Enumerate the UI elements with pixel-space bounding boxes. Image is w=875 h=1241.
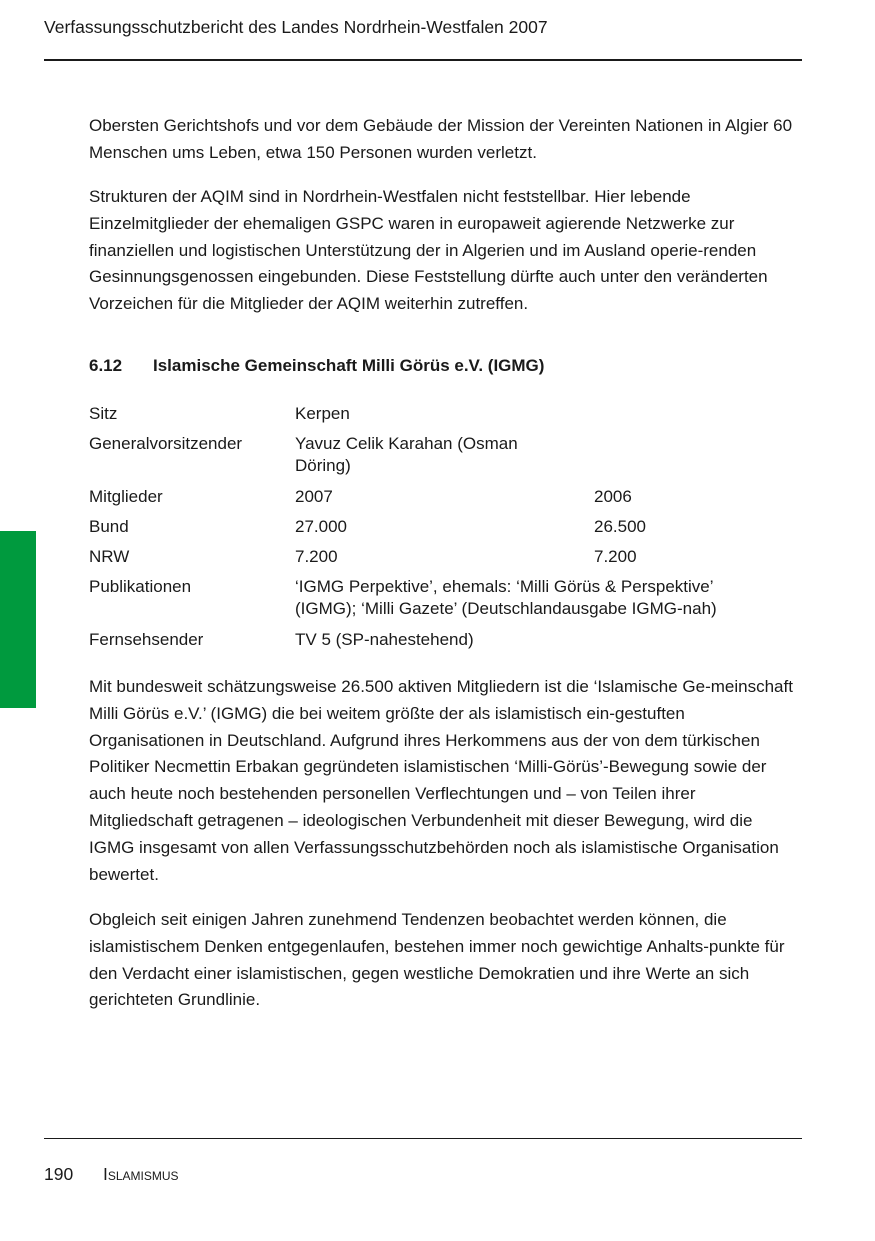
fact-value-2007: 7.200 [295,547,338,566]
header-divider [44,59,802,61]
fact-label: Fernsehsender [89,630,204,649]
section-title: Islamische Gemeinschaft Milli Görüs e.V. (IGMG) [153,356,545,375]
fact-label: Generalvorsitzender [89,434,243,453]
fact-value-2006: 7.200 [594,547,637,566]
page-number: 190 [44,1164,74,1184]
fact-value: Yavuz Celik Karahan (Osman Döring) [295,434,518,475]
paragraph-intro: Obersten Gerichtshofs und vor dem Gebäude der Mission der Vereinten Nationen in Algier 60 Menschen ums Leben, etwa 150 Personen wurden verletzt. [89,116,793,162]
section-number: 6.12 [89,356,123,375]
fact-value: Kerpen [295,404,350,423]
fact-value: TV 5 (SP-nahestehend) [295,630,474,649]
fact-year-2006: 2006 [594,487,632,506]
fact-value: ‘IGMG Perpektive’, ehemals: ‘Milli Görüs & Perspektive’ (IGMG); ‘Milli Gazete’ (Deutschlandausgabe IGMG-nah) [295,577,717,618]
fact-value-2007: 27.000 [295,517,347,536]
fact-label: NRW [89,547,130,566]
fact-row-bund [89,516,801,546]
paragraph-igmg-assessment: Obgleich seit einigen Jahren zunehmend Tendenzen beobachtet werden können, die islamistischem Denken entgegenlaufen, bestehen immer noch gewichtige Anhalts-punkte für den Verdacht einer islamistischen, gegen westliche Demokratien und ihre Werte an sich gerichteten Grundlinie. [89,910,785,1010]
fact-row-nrw [89,546,801,576]
footer-divider [44,1138,802,1139]
paragraph-aqim-structures: Strukturen der AQIM sind in Nordrhein-Westfalen nicht feststellbar. Hier lebende Einzelmitglieder der ehemaligen GSPC waren in europaweit agierende Netzwerke zur finanziellen und logistischen Unterstützung der in Algerien und im Ausland operie-renden Gesinnungsgenossen eingebunden. Diese Feststellung dürfte auch unter den veränderten Vorzeichen für die Mitglieder der AQIM weiterhin zutreffen. [89,187,768,314]
section-heading [89,356,544,376]
fact-year-2007: 2007 [295,487,333,506]
fact-label: Mitglieder [89,487,163,506]
paragraph-igmg-overview: Mit bundesweit schätzungsweise 26.500 aktiven Mitgliedern ist die ‘Islamische Ge-meinschaft Milli Görüs e.V.’ (IGMG) die bei weitem größte der als islamistisch ein-gestuften Organisationen in Deutschland. Aufgrund ihres Herkommens aus der von dem türkischen Politiker Necmettin Erbakan gegründeten islamistischen ‘Milli-Görüs’-Bewegung sowie der auch heute noch bestehenden personellen Verflechtungen und – von Teilen ihrer Mitgliedschaft getragenen – ideologischen Verbundenheit mit dieser Bewegung, wird die IGMG insgesamt von allen Verfassungsschutzbehörden noch als islamistische Organisation bewertet. [89,677,793,884]
fact-row-vorsitz [89,433,801,486]
organization-fact-table [89,403,801,659]
fact-row-publikationen [89,576,801,629]
footer-section-name: Islamismus [103,1164,179,1184]
page-header-title: Verfassungsschutzbericht des Landes Nordrhein-Westfalen 2007 [44,17,548,37]
fact-value-2006: 26.500 [594,517,646,536]
fact-label: Sitz [89,404,118,423]
fact-label: Bund [89,517,129,536]
fact-row-fernsehsender [89,629,801,659]
fact-row-mitglieder [89,486,801,516]
chapter-color-tab [0,531,36,708]
fact-row-sitz [89,403,801,433]
fact-label: Publikationen [89,577,192,596]
